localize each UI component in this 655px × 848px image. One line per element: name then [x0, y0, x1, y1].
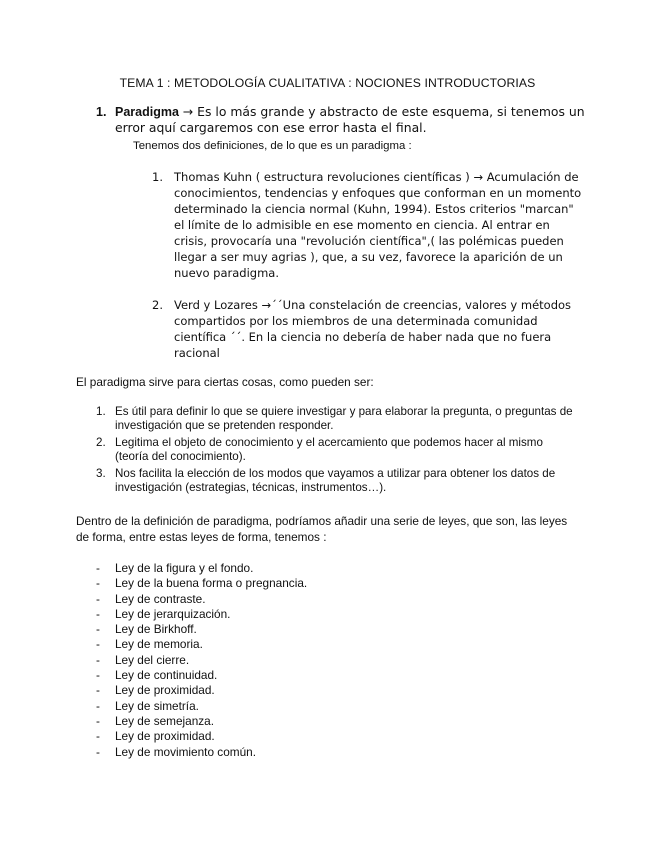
- list-item: [96, 436, 576, 464]
- bullet-dash: -: [96, 637, 100, 652]
- bullet-dash: -: [96, 668, 100, 683]
- law-item: [96, 745, 496, 760]
- definition-item: [152, 169, 586, 281]
- law-item: [96, 683, 496, 698]
- page-title: TEMA 1 : METODOLOGÍA CUALITATIVA : NOCIONES INTRODUCTORIAS: [119, 76, 536, 90]
- law-text: Ley de simetría.: [115, 698, 199, 713]
- law-item: [96, 637, 496, 652]
- laws-intro: Dentro de la definición de paradigma, podríamos añadir una serie de leyes, que son, las leyes de forma, entre estas leyes de forma, tenemos :: [76, 514, 568, 544]
- law-text: Ley de Birkhoff.: [115, 622, 197, 637]
- list-number: 2.: [96, 436, 106, 449]
- law-text: Ley de jerarquización.: [115, 606, 231, 621]
- bullet-dash: -: [96, 652, 100, 667]
- definitions-intro: Tenemos dos definiciones, de lo que es un paradigma :: [133, 140, 412, 152]
- definitions-list: [96, 169, 586, 361]
- list-item: [96, 405, 576, 433]
- law-item: [96, 622, 496, 637]
- bullet-dash: -: [96, 576, 100, 591]
- list-number: 1.: [96, 405, 106, 418]
- section-number: 1.: [96, 105, 107, 119]
- law-text: Ley de proximidad.: [115, 683, 215, 698]
- law-item: [96, 653, 496, 668]
- law-item: [96, 699, 496, 714]
- bullet-dash: -: [96, 561, 100, 575]
- law-text: Ley de la figura y el fondo.: [115, 561, 254, 575]
- section-heading: [96, 104, 586, 136]
- law-item: [96, 561, 496, 576]
- law-text: Ley de proximidad.: [115, 729, 215, 744]
- bullet-dash: -: [96, 591, 100, 606]
- list-text: Nos facilita la elección de los modos que vayamos a utilizar para obtener los datos de investigación (estrategias, técnicas, instrumentos…).: [115, 467, 556, 494]
- section-term: Paradigma: [115, 105, 179, 119]
- bullet-dash: -: [96, 683, 100, 698]
- definition-text: Thomas Kuhn ( estructura revoluciones científicas ) → Acumulación de conocimientos, tendencias y enfoques que conforman en un momento determinado la ciencia normal (Kuhn, 1994). Estos criterios "marcan" el límite de lo admisible en ese momento en ciencia. Al entrar en crisis, provocaría una "revolución científica",( las polémicas pueden llegar a ser muy agrias ), que, a su vez, favorece la aparición de un nuevo paradigma.: [174, 170, 582, 280]
- section-paradigma: [96, 104, 586, 361]
- list-text: Es útil para definir lo que se quiere investigar y para elaborar la pregunta, o preguntas de investigación que se pretenden responder.: [115, 405, 573, 432]
- bullet-dash: -: [96, 606, 100, 621]
- list-item: [96, 467, 576, 495]
- definition-number: 2.: [152, 298, 163, 312]
- list-number: 3.: [96, 467, 106, 480]
- definition-text: Verd y Lozares →´´Una constelación de creencias, valores y métodos compartidos por los miembros de una determinada comunidad científica ´´. En la ciencia no debería de haber nada que no fuera racional: [174, 298, 572, 360]
- law-text: Ley de la buena forma o pregnancia.: [115, 576, 308, 591]
- law-text: Ley de semejanza.: [115, 713, 215, 728]
- definition-item: [152, 297, 586, 361]
- uses-list: [96, 405, 576, 495]
- bullet-dash: -: [96, 729, 100, 744]
- bullet-dash: -: [96, 744, 100, 759]
- law-item: [96, 729, 496, 744]
- bullet-dash: -: [96, 622, 100, 637]
- laws-list: [96, 561, 496, 760]
- section-intro: → Es lo más grande y abstracto de este esquema, si tenemos un error aquí cargaremos con ese error hasta el final.: [115, 104, 585, 135]
- law-text: Ley del cierre.: [115, 652, 190, 667]
- definition-number: 1.: [152, 170, 163, 184]
- law-text: Ley de memoria.: [115, 637, 203, 652]
- law-text: Ley de contraste.: [115, 591, 206, 606]
- list-text: Legitima el objeto de conocimiento y el acercamiento que podemos hacer al mismo (teoría del conocimiento).: [115, 436, 543, 463]
- law-text: Ley de movimiento común.: [115, 744, 256, 759]
- bullet-dash: -: [96, 713, 100, 728]
- law-item: [96, 714, 496, 729]
- bullet-dash: -: [96, 698, 100, 713]
- uses-intro: El paradigma sirve para ciertas cosas, como pueden ser:: [76, 375, 374, 389]
- law-item: [96, 668, 496, 683]
- law-item: [96, 607, 496, 622]
- law-text: Ley de continuidad.: [115, 668, 218, 683]
- law-item: [96, 592, 496, 607]
- law-item: [96, 576, 496, 591]
